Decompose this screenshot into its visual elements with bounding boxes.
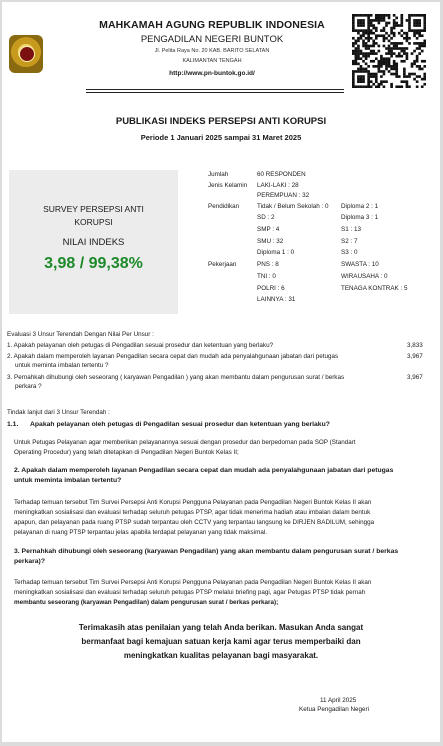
- stat-job-4a: LAINNYA : 31: [257, 296, 296, 303]
- followup-q1-num: 1.1.: [7, 421, 19, 428]
- stat-edu-4a: SMU : 32: [257, 238, 284, 245]
- stat-edu-4b: S2 : 7: [341, 238, 358, 245]
- followup-a3-line1: Terhadap temuan tersebut Tim Survei Persepsi Anti Korupsi Pengguna Pelayanan pada Pengadilan Negeri Buntok Kelas II akan: [14, 579, 372, 586]
- followup-q1: Apakah pelayanan oleh petugas di Pengadilan sesuai prosedur dan ketentuan yang berlaku?: [30, 421, 330, 428]
- followup-a2-line4: pelayanan di ruang PTSP terpantau jelas apabila terdapat pelayanan yang tidak maksimal.: [14, 529, 267, 536]
- stat-edu-1b: Diploma 2 : 1: [341, 203, 379, 210]
- page-title: PUBLIKASI INDEKS PERSEPSI ANTI KORUPSI: [115, 116, 327, 127]
- court-logo: [9, 35, 43, 73]
- header-court: PENGADILAN NEGERI BUNTOK: [140, 34, 284, 45]
- index-value: 3,98 / 99,38%: [44, 255, 143, 272]
- lowest-item-2-cont: untuk meminta imbalan tertentu ?: [15, 362, 109, 369]
- followup-a2-line2: meningkatkan sosialisasi dan evaluasi terhadap seluruh petugas PTSP, agar tidak menerima hadiah atau imbalan dalam bentuk: [14, 509, 371, 516]
- stat-edu-5a: Diploma 1 : 0: [257, 249, 295, 256]
- header-website: http://www.pn-buntok.go.id/: [169, 70, 255, 77]
- lowest-item-3: 3. Pernahkah dihubungi oleh seseorang ( karyawan Pengadilan ) yang akan membantu dalam pengurusan surat / berkas: [7, 374, 345, 381]
- document-page: [2, 2, 440, 742]
- lowest-value-2: 3,967: [407, 353, 423, 360]
- followup-q2-line1: 2. Apakah dalam memperoleh layanan Pengadilan secara cepat dan mudah ada penyalahgunaan jabatan dari petugas: [14, 467, 394, 474]
- stat-edu-2b: Diploma 3 : 1: [341, 214, 379, 221]
- lowest-value-3: 3,967: [407, 374, 423, 381]
- stat-job-label: Pekerjaan: [208, 261, 237, 268]
- stat-education-label: Pendidikan: [208, 203, 240, 210]
- qr-code: [352, 14, 426, 88]
- stat-gender-female: PEREMPUAN : 32: [257, 192, 310, 199]
- stat-job-1b: SWASTA : 10: [341, 261, 379, 268]
- lowest-value-1: 3,833: [407, 342, 423, 349]
- index-label: NILAI INDEKS: [62, 237, 125, 248]
- stat-job-2a: TNI : 0: [257, 273, 276, 280]
- signature-date: 11 April 2025: [320, 697, 357, 704]
- header-institution: MAHKAMAH AGUNG REPUBLIK INDONESIA: [99, 19, 325, 31]
- stat-edu-5b: S3 : 0: [341, 249, 358, 256]
- lowest-item-2: 2. Apakah dalam memperoleh layanan Pengadilan secara cepat dan mudah ada penyalahgunaan jabatan dari petugas: [7, 353, 339, 360]
- logo-emblem: [19, 46, 35, 62]
- stat-job-1a: PNS : 8: [257, 261, 279, 268]
- period-subtitle: Periode 1 Januari 2025 sampai 31 Maret 2025: [140, 133, 302, 142]
- stat-jumlah-value: 60 RESPONDEN: [257, 171, 306, 178]
- summary-box: [9, 170, 178, 314]
- followup-q3-line1: 3. Pernahkah dihubungi oleh seseorang (karyawan Pengadilan) yang akan membantu dalam pengurusan surat / berkas: [14, 548, 399, 555]
- followup-a3-line2: meningkatkan sosialisasi dan evaluasi terhadap seluruh petugas PTSP melalui briefing pagi, agar Petugas PTSP tidak pernah: [14, 589, 366, 596]
- stat-job-3b: TENAGA KONTRAK : 5: [341, 285, 408, 292]
- stat-job-3a: POLRI : 6: [257, 285, 285, 292]
- stat-edu-1a: Tidak / Belum Sekolah : 0: [257, 203, 329, 210]
- followup-heading: Tindak lanjut dari 3 Unsur Terendah :: [7, 409, 110, 416]
- stat-job-2b: WIRAUSAHA : 0: [341, 273, 388, 280]
- closing-line3: meningkatkan kualitas pelayanan bagi masyarakat.: [123, 651, 319, 660]
- lowest-item-1: 1. Apakah pelayanan oleh petugas di Pengadilan sesuai prosedur dan ketentuan yang berlaku?: [7, 342, 274, 349]
- followup-q2-line2: untuk meminta imbalan tertentu?: [14, 477, 122, 484]
- header-address: Jl. Pelita Raya No. 20 KAB. BARITO SELATAN: [154, 48, 270, 54]
- followup-a1-line1: Untuk Petugas Pelayanan agar memberikan pelayanannya sesuai dengan prosedur dan berpedoman pada SOP (Standart: [14, 439, 356, 446]
- header-divider: [86, 89, 344, 90]
- signature-role: Ketua Pengadilan Negeri: [299, 706, 370, 713]
- header-divider-2: [86, 92, 344, 93]
- stat-edu-3b: S1 : 13: [341, 226, 361, 233]
- stat-edu-3a: SMP : 4: [257, 226, 280, 233]
- stat-gender-label: Jenis Kelamin: [208, 182, 248, 189]
- stat-jumlah-label: Jumlah: [208, 171, 229, 178]
- followup-a3-line3: membantu seseorang (karyawan Pengadilan) dalam pengurusan surat / berkas perkara);: [14, 599, 279, 606]
- followup-a2-line3: apapun, dan pelayanan pada ruang PTSP sudah terpantau oleh CCTV yang terpantau langsung ke DIRJEN BADILUM, sehingga: [14, 519, 375, 526]
- stat-edu-2a: SD : 2: [257, 214, 275, 221]
- followup-a1-line2: Operating Procedur) yang telah ditetapkan di Pengadilan Negeri Buntok Kelas II;: [14, 449, 239, 456]
- closing-line2: bermanfaat bagi kemajuan satuan kerja kami agar terus memperbaiki dan: [81, 637, 361, 646]
- header-region: KALIMANTAN TENGAH: [182, 58, 242, 64]
- stat-gender-male: LAKI-LAKI : 28: [257, 182, 299, 189]
- survey-label: SURVEY PERSEPSI ANTI: [43, 204, 144, 214]
- lowest-heading: Evaluasi 3 Unsur Terendah Dengan Nilai Per Unsur :: [7, 331, 154, 338]
- followup-q3-line2: perkara)?: [14, 558, 45, 565]
- survey-label-2: KORUPSI: [74, 217, 113, 227]
- closing-line1: Terimakasih atas penilaian yang telah Anda berikan. Masukan Anda sangat: [78, 623, 364, 632]
- followup-a2-line1: Terhadap temuan tersebut Tim Survei Persepsi Anti Korupsi Pengguna Pelayanan pada Pengadilan Negeri Buntok Kelas II akan: [14, 499, 372, 506]
- lowest-item-3-cont: perkara ?: [15, 383, 42, 390]
